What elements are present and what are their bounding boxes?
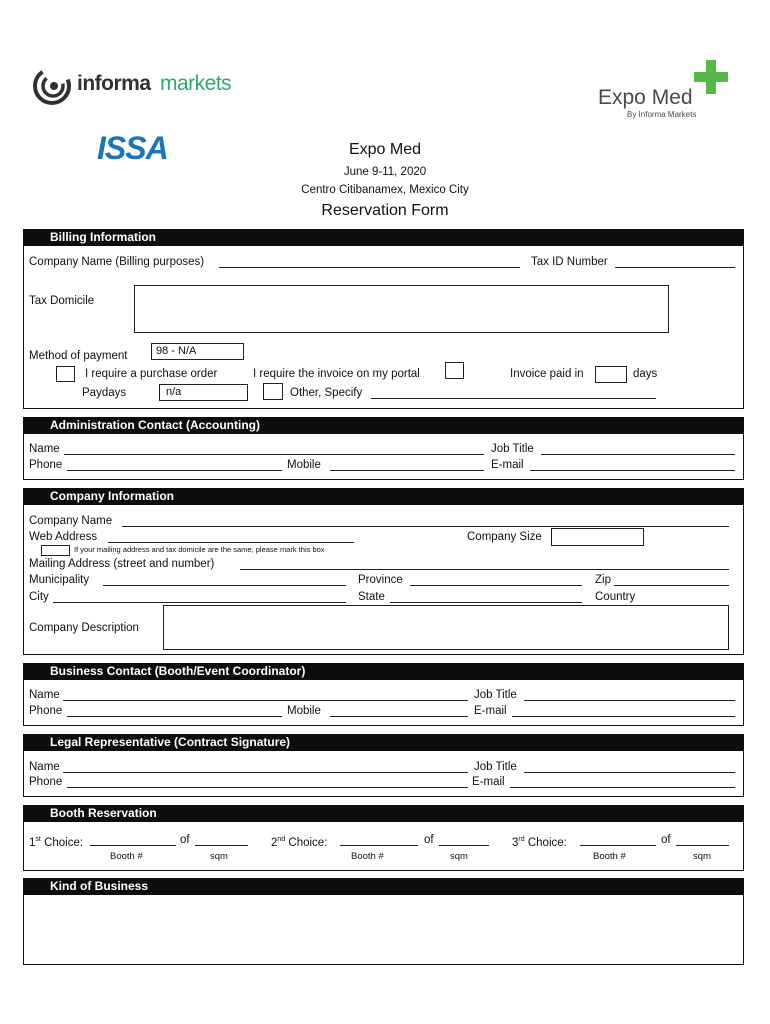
choice-3-sqm-caption: sqm	[693, 851, 711, 862]
province-label: Province	[358, 574, 403, 586]
choice-3-sqm-field[interactable]	[676, 845, 729, 846]
choice-3-booth-caption: Booth #	[593, 851, 626, 862]
state-field[interactable]	[390, 602, 582, 603]
choice-1-sqm-field[interactable]	[195, 845, 248, 846]
admin-email-field[interactable]	[530, 470, 735, 471]
choice-2-label: 2nd Choice:	[271, 836, 328, 849]
paydays-value: n/a	[166, 386, 182, 398]
province-field[interactable]	[410, 585, 582, 586]
mailing-address-field[interactable]	[240, 569, 729, 570]
company-name-label: Company Name	[29, 515, 113, 527]
business-phone-label: Phone	[29, 705, 63, 717]
invoice-days-field[interactable]	[595, 366, 627, 383]
city-field[interactable]	[53, 602, 346, 603]
company-size-label: Company Size	[467, 531, 542, 543]
company-name-field[interactable]	[122, 526, 729, 527]
legal-phone-field[interactable]	[67, 787, 468, 788]
issa-text: ISSA	[97, 130, 168, 166]
legal-name-label: Name	[29, 761, 60, 773]
web-address-label: Web Address	[29, 531, 98, 543]
tax-id-label: Tax ID Number	[531, 256, 608, 268]
portal-checkbox[interactable]	[445, 362, 464, 379]
choice-1-of: of	[180, 834, 190, 846]
legal-phone-label: Phone	[29, 776, 63, 788]
zip-field[interactable]	[614, 585, 729, 586]
admin-name-label: Name	[29, 443, 60, 455]
choice-3-of: of	[661, 834, 671, 846]
legal-rep-heading: Legal Representative (Contract Signature)	[23, 734, 744, 751]
medical-cross-icon	[694, 60, 728, 94]
business-contact-heading: Business Contact (Booth/Event Coordinator)	[23, 663, 744, 680]
municipality-field[interactable]	[103, 585, 346, 586]
business-email-field[interactable]	[512, 716, 735, 717]
purchase-order-checkbox[interactable]	[56, 366, 75, 382]
expomed-text: Expo Med	[598, 86, 693, 109]
business-email-label: E-mail	[474, 705, 507, 717]
country-label: Country	[595, 591, 636, 603]
informa-swirl-icon	[32, 66, 72, 106]
business-job-title-label: Job Title	[474, 689, 517, 701]
choice-1-label: 1st Choice:	[29, 836, 84, 849]
business-phone-field[interactable]	[67, 716, 282, 717]
other-specify-field[interactable]	[371, 398, 656, 399]
expomed-subtext: By Informa Markets	[627, 110, 697, 119]
billing-heading: Billing Information	[23, 229, 744, 246]
days-label: days	[633, 368, 658, 380]
tax-id-field[interactable]	[615, 267, 735, 268]
tax-domicile-field[interactable]	[134, 285, 669, 333]
admin-job-title-field[interactable]	[541, 454, 735, 455]
event-dates: June 9-11, 2020	[343, 166, 427, 178]
business-job-title-field[interactable]	[524, 700, 735, 701]
business-name-field[interactable]	[63, 700, 468, 701]
choice-2-sqm-field[interactable]	[439, 845, 489, 846]
choice-1-booth-field[interactable]	[90, 845, 176, 846]
expomed-logo	[598, 60, 738, 124]
other-checkbox[interactable]	[263, 383, 283, 400]
city-label: City	[29, 591, 49, 603]
form-title: Reservation Form	[321, 202, 449, 219]
markets-text: markets	[160, 72, 232, 95]
informa-markets-logo	[32, 66, 242, 106]
other-label: Other, Specify	[290, 387, 363, 399]
invoice-paid-label: Invoice paid in	[510, 368, 584, 380]
choice-2-of: of	[424, 834, 434, 846]
admin-contact-heading: Administration Contact (Accounting)	[23, 417, 744, 434]
same-address-note: If your mailing address and tax domicile are the same, please mark this box	[74, 545, 325, 554]
choice-1-sqm-caption: sqm	[210, 851, 228, 862]
payment-method-select[interactable]	[151, 343, 244, 360]
payment-method-value: 98 - N/A	[156, 345, 197, 357]
mailing-address-label: Mailing Address (street and number)	[29, 558, 215, 570]
legal-email-label: E-mail	[472, 776, 505, 788]
legal-job-title-field[interactable]	[524, 772, 735, 773]
business-mobile-field[interactable]	[330, 716, 468, 717]
informa-text: informa	[77, 72, 151, 95]
choice-3-booth-field[interactable]	[580, 845, 656, 846]
state-label: State	[358, 591, 385, 603]
booth-heading: Booth Reservation	[23, 805, 744, 822]
legal-name-field[interactable]	[63, 772, 468, 773]
tax-domicile-label: Tax Domicile	[29, 295, 95, 307]
same-address-checkbox[interactable]	[41, 545, 70, 556]
admin-mobile-label: Mobile	[287, 459, 321, 471]
business-name-label: Name	[29, 689, 60, 701]
company-info-heading: Company Information	[23, 488, 744, 505]
admin-job-title-label: Job Title	[491, 443, 534, 455]
event-title: Expo Med	[348, 141, 422, 158]
legal-job-title-label: Job Title	[474, 761, 517, 773]
legal-email-field[interactable]	[510, 787, 735, 788]
paydays-field[interactable]	[159, 384, 248, 401]
business-mobile-label: Mobile	[287, 705, 321, 717]
admin-email-label: E-mail	[491, 459, 524, 471]
payment-method-label: Method of payment	[29, 350, 128, 362]
choice-1-booth-caption: Booth #	[110, 851, 143, 862]
company-size-field[interactable]	[551, 528, 644, 546]
admin-phone-field[interactable]	[67, 470, 282, 471]
choice-2-sqm-caption: sqm	[450, 851, 468, 862]
choice-2-booth-field[interactable]	[340, 845, 418, 846]
company-name-billing-label: Company Name (Billing purposes)	[29, 256, 205, 268]
choice-3-label: 3rd Choice:	[512, 836, 567, 849]
paydays-label: Paydays	[82, 387, 127, 399]
admin-mobile-field[interactable]	[330, 470, 484, 471]
purchase-order-label: I require a purchase order	[85, 368, 218, 380]
company-name-billing-field[interactable]	[219, 267, 520, 268]
choice-2-booth-caption: Booth #	[351, 851, 384, 862]
company-description-field[interactable]	[163, 605, 729, 650]
event-venue: Centro Citibanamex, Mexico City	[301, 184, 469, 196]
portal-label: I require the invoice on my portal	[253, 368, 420, 380]
kind-of-business-heading: Kind of Business	[23, 878, 744, 895]
admin-phone-label: Phone	[29, 459, 63, 471]
municipality-label: Municipality	[29, 574, 90, 586]
zip-label: Zip	[595, 574, 611, 586]
admin-name-field[interactable]	[64, 454, 484, 455]
company-description-label: Company Description	[29, 622, 139, 634]
